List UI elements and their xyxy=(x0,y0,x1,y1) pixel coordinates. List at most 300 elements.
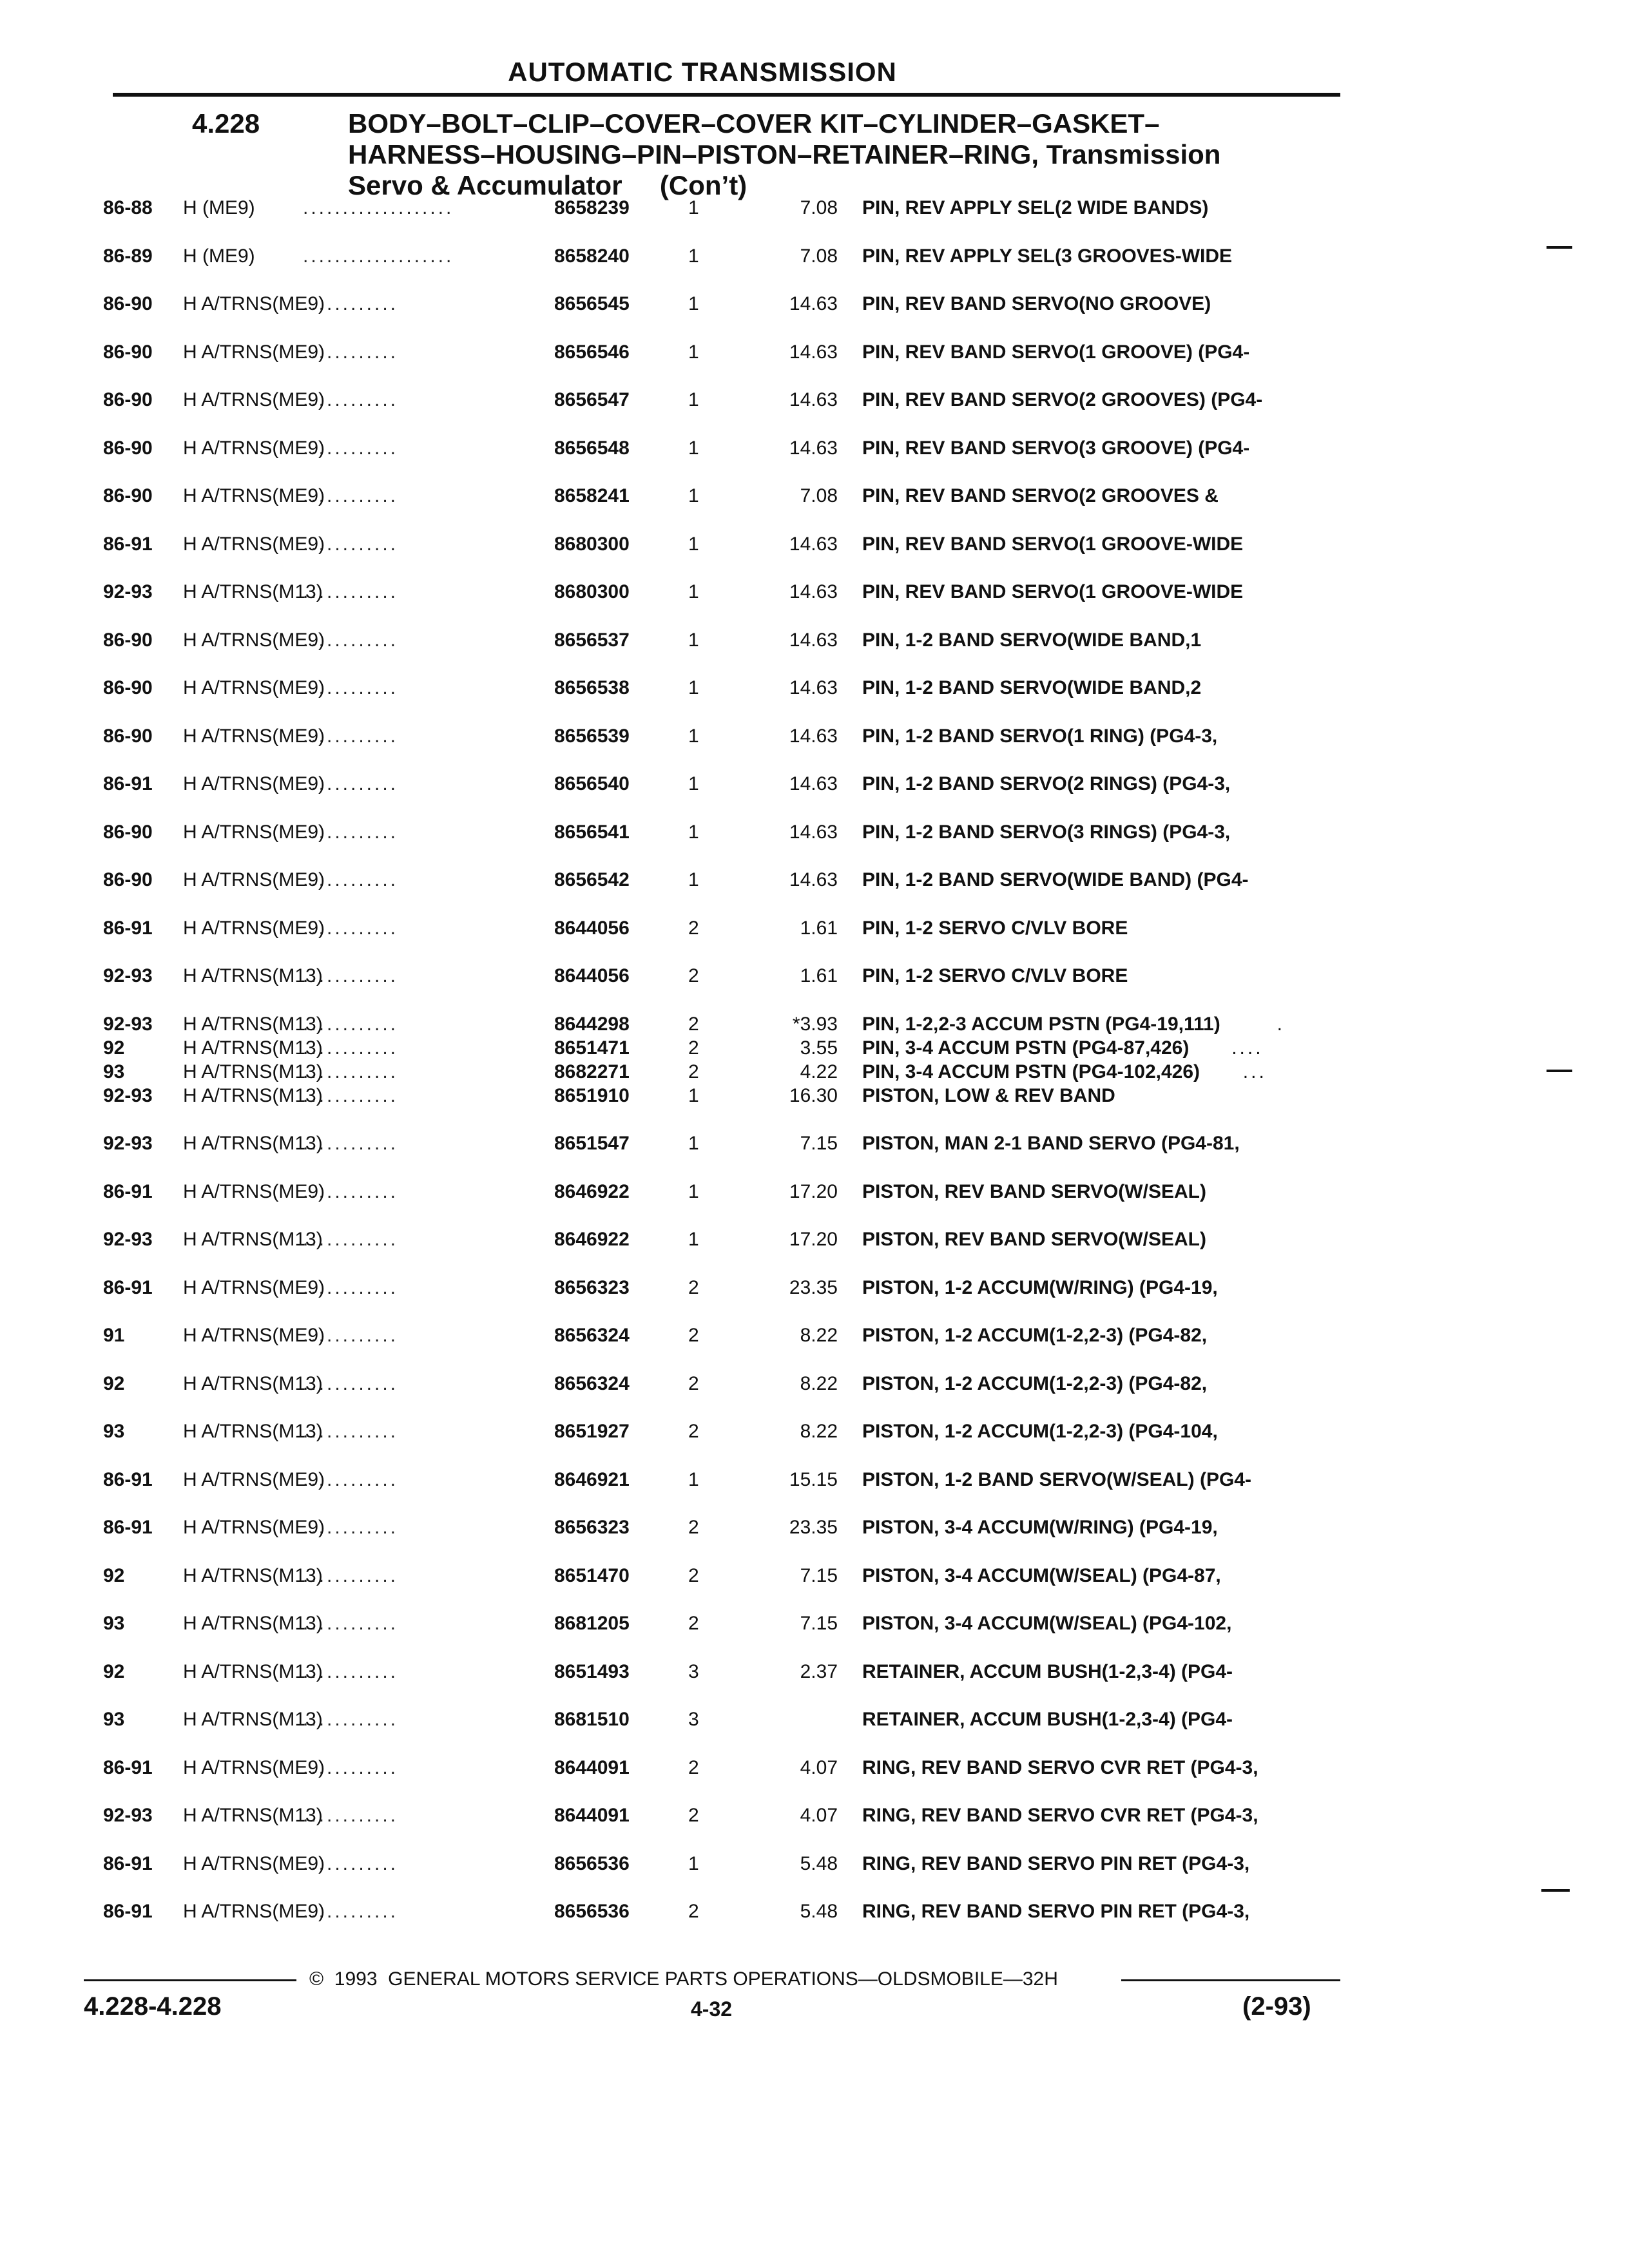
year-cell: 86-90 xyxy=(103,629,153,651)
description-line-1: PIN, REV BAND SERVO(3 GROOVE) (PG4- xyxy=(862,437,1250,459)
description-line-1: RING, REV BAND SERVO PIN RET (PG4-3, xyxy=(862,1901,1250,1922)
application-cell: H A/TRNS(ME9) xyxy=(183,1468,325,1490)
year-cell: 92 xyxy=(103,1037,125,1059)
description-line-1: PISTON, LOW & REV BAND xyxy=(862,1084,1115,1106)
description-line-1: PIN, REV BAND SERVO(1 GROOVE-WIDE xyxy=(862,581,1244,602)
description-line-1: PISTON, 1-2 BAND SERVO(W/SEAL) (PG4- xyxy=(862,1468,1251,1490)
price-cell: 14.63 xyxy=(789,869,838,890)
table-row xyxy=(0,726,1629,773)
description-line-1: PIN, REV BAND SERVO(1 GROOVE-WIDE xyxy=(862,533,1244,555)
part-number-cell: 8680300 xyxy=(554,581,630,602)
year-cell: 86-90 xyxy=(103,725,153,747)
description-line-1: RETAINER, ACCUM BUSH(1-2,3-4) (PG4- xyxy=(862,1709,1233,1730)
application-cell: H A/TRNS(M13) xyxy=(183,1037,323,1059)
description-line-1: PISTON, 1-2 ACCUM(1-2,2-3) (PG4-82, xyxy=(862,1372,1208,1394)
price-cell: 5.48 xyxy=(800,1852,838,1874)
year-cell: 86-91 xyxy=(103,1468,153,1490)
quantity-cell: 2 xyxy=(688,965,699,986)
part-number-cell: 8656324 xyxy=(554,1372,630,1394)
price-cell: 14.63 xyxy=(789,629,838,651)
application-cell: H A/TRNS(ME9) xyxy=(183,1901,325,1922)
description-line-1: RING, REV BAND SERVO PIN RET (PG4-3, xyxy=(862,1852,1250,1874)
part-number-cell: 8644056 xyxy=(554,917,630,939)
part-number-cell: 8656546 xyxy=(554,341,630,363)
price-cell: 7.15 xyxy=(800,1133,838,1154)
price-cell: 5.48 xyxy=(800,1901,838,1922)
description-line-1: PIN, 1-2 BAND SERVO(WIDE BAND) (PG4- xyxy=(862,869,1249,890)
price-cell: 14.63 xyxy=(789,581,838,602)
leader-dots: ............ xyxy=(303,1229,399,1250)
table-row xyxy=(0,1901,1629,1948)
quantity-cell: 1 xyxy=(688,485,699,506)
part-number-cell: 8681205 xyxy=(554,1613,630,1634)
quantity-cell: 1 xyxy=(688,437,699,459)
quantity-cell: 1 xyxy=(688,389,699,410)
section-title-line-1: BODY–BOLT–CLIP–COVER–COVER KIT–CYLINDER–GASKET– xyxy=(348,108,1160,139)
leader-dots: ............ xyxy=(303,773,399,794)
margin-mark xyxy=(1547,1070,1572,1072)
part-number-cell: 8658241 xyxy=(554,485,630,506)
table-row xyxy=(0,1517,1629,1564)
application-cell: H A/TRNS(ME9) xyxy=(183,725,325,747)
quantity-cell: 2 xyxy=(688,1325,699,1346)
quantity-cell: 2 xyxy=(688,1805,699,1826)
table-row xyxy=(0,1373,1629,1421)
quantity-cell: 1 xyxy=(688,869,699,890)
year-cell: 86-90 xyxy=(103,389,153,410)
description-line-1: PIN, 1-2 BAND SERVO(WIDE BAND,2 xyxy=(862,677,1202,698)
price-cell: 2.37 xyxy=(800,1660,838,1682)
price-cell: 15.15 xyxy=(789,1468,838,1490)
year-cell: 86-88 xyxy=(103,197,153,218)
leader-dots: ............ xyxy=(303,1276,399,1298)
table-row xyxy=(0,1661,1629,1709)
application-cell: H A/TRNS(ME9) xyxy=(183,1517,325,1538)
price-cell: 23.35 xyxy=(789,1276,838,1298)
price-cell: 7.15 xyxy=(800,1564,838,1586)
year-cell: 86-89 xyxy=(103,245,153,267)
quantity-cell: 1 xyxy=(688,1084,699,1106)
table-row xyxy=(0,533,1629,581)
price-cell: *3.93 xyxy=(792,1013,838,1035)
leader-dots: ............ xyxy=(303,1468,399,1490)
price-cell: 8.22 xyxy=(800,1421,838,1442)
part-number-cell: 8656545 xyxy=(554,293,630,314)
table-row xyxy=(0,293,1629,341)
table-row xyxy=(0,1469,1629,1517)
year-cell: 92-93 xyxy=(103,581,153,602)
quantity-cell: 2 xyxy=(688,1421,699,1442)
quantity-cell: 2 xyxy=(688,1901,699,1922)
price-cell: 14.63 xyxy=(789,533,838,555)
part-number-cell: 8644298 xyxy=(554,1013,630,1035)
quantity-cell: 1 xyxy=(688,293,699,314)
table-row xyxy=(0,918,1629,965)
price-cell: 14.63 xyxy=(789,821,838,843)
description-line-1: PIN, REV APPLY SEL(2 WIDE BANDS) xyxy=(862,197,1209,218)
description-line-1: PIN, REV BAND SERVO(2 GROOVES) (PG4- xyxy=(862,389,1263,410)
table-row xyxy=(0,1133,1629,1180)
price-cell: 14.63 xyxy=(789,437,838,459)
quantity-cell: 2 xyxy=(688,917,699,939)
application-cell: H A/TRNS(ME9) xyxy=(183,821,325,843)
price-cell: 23.35 xyxy=(789,1517,838,1538)
part-number-cell: 8651927 xyxy=(554,1421,630,1442)
leader-dots: ............ xyxy=(303,581,399,602)
footer-rule-left xyxy=(84,1979,296,1981)
description-line-1: PIN, 1-2 BAND SERVO(2 RINGS) (PG4-3, xyxy=(862,773,1231,794)
leader-dots: ............ xyxy=(303,725,399,747)
table-row xyxy=(0,389,1629,437)
quantity-cell: 3 xyxy=(688,1709,699,1730)
part-number-cell: 8656547 xyxy=(554,389,630,410)
price-cell: 7.08 xyxy=(800,485,838,506)
year-cell: 93 xyxy=(103,1421,125,1442)
description-line-1: PIN, 1-2 BAND SERVO(1 RING) (PG4-3, xyxy=(862,725,1218,747)
part-number-cell: 8644091 xyxy=(554,1805,630,1826)
application-cell: H A/TRNS(ME9) xyxy=(183,533,325,555)
table-row xyxy=(0,1853,1629,1901)
application-cell: H A/TRNS(ME9) xyxy=(183,629,325,651)
leader-dots: ............ xyxy=(303,389,399,410)
table-row xyxy=(0,965,1629,1013)
quantity-cell: 1 xyxy=(688,1180,699,1202)
leader-dots: ............ xyxy=(303,1013,399,1035)
year-cell: 92-93 xyxy=(103,965,153,986)
application-cell: H A/TRNS(ME9) xyxy=(183,773,325,794)
year-cell: 86-91 xyxy=(103,533,153,555)
part-number-cell: 8656537 xyxy=(554,629,630,651)
price-cell: 1.61 xyxy=(800,965,838,986)
quantity-cell: 1 xyxy=(688,1133,699,1154)
part-number-cell: 8651547 xyxy=(554,1133,630,1154)
table-row xyxy=(0,629,1629,677)
table-row xyxy=(0,1421,1629,1468)
footer-copyright: © 1993 GENERAL MOTORS SERVICE PARTS OPERATIONS—OLDSMOBILE—32H xyxy=(309,1968,1058,1990)
quantity-cell: 3 xyxy=(688,1660,699,1682)
part-number-cell: 8656536 xyxy=(554,1901,630,1922)
leader-dots: ............ xyxy=(303,533,399,555)
leader-dots: ............ xyxy=(303,629,399,651)
application-cell: H A/TRNS(M13) xyxy=(183,965,323,986)
part-number-cell: 8681510 xyxy=(554,1709,630,1730)
part-number-cell: 8644056 xyxy=(554,965,630,986)
description-line-1: PIN, REV BAND SERVO(1 GROOVE) (PG4- xyxy=(862,341,1250,363)
year-cell: 86-91 xyxy=(103,1180,153,1202)
leader-dots: ............ xyxy=(303,1037,399,1059)
price-cell: 7.08 xyxy=(800,245,838,267)
year-cell: 92-93 xyxy=(103,1084,153,1106)
table-row xyxy=(0,677,1629,725)
description-leader-dots: ... xyxy=(1242,1061,1267,1082)
description-line-1: PISTON, MAN 2-1 BAND SERVO (PG4-81, xyxy=(862,1133,1240,1154)
leader-dots: ............ xyxy=(303,1756,399,1778)
year-cell: 86-90 xyxy=(103,821,153,843)
leader-dots: ................... xyxy=(303,197,454,218)
quantity-cell: 2 xyxy=(688,1037,699,1059)
table-row xyxy=(0,1277,1629,1325)
year-cell: 86-91 xyxy=(103,773,153,794)
application-cell: H A/TRNS(M13) xyxy=(183,1133,323,1154)
description-leader-dots: . xyxy=(1277,1013,1285,1035)
leader-dots: ............ xyxy=(303,1852,399,1874)
part-number-cell: 8646922 xyxy=(554,1180,630,1202)
part-number-cell: 8651470 xyxy=(554,1564,630,1586)
price-cell: 7.15 xyxy=(800,1613,838,1634)
quantity-cell: 1 xyxy=(688,773,699,794)
application-cell: H A/TRNS(M13) xyxy=(183,1660,323,1682)
leader-dots: ............ xyxy=(303,677,399,698)
application-cell: H A/TRNS(ME9) xyxy=(183,917,325,939)
price-cell: 14.63 xyxy=(789,677,838,698)
year-cell: 93 xyxy=(103,1613,125,1634)
table-row xyxy=(0,1565,1629,1613)
leader-dots: ............ xyxy=(303,1372,399,1394)
application-cell: H (ME9) xyxy=(183,197,255,218)
year-cell: 93 xyxy=(103,1709,125,1730)
year-cell: 86-91 xyxy=(103,917,153,939)
description-line-1: PISTON, 1-2 ACCUM(1-2,2-3) (PG4-82, xyxy=(862,1325,1208,1346)
application-cell: H A/TRNS(ME9) xyxy=(183,1180,325,1202)
table-row xyxy=(0,1181,1629,1229)
margin-mark xyxy=(1547,246,1572,249)
quantity-cell: 1 xyxy=(688,533,699,555)
quantity-cell: 1 xyxy=(688,341,699,363)
quantity-cell: 2 xyxy=(688,1613,699,1634)
leader-dots: ............ xyxy=(303,1564,399,1586)
part-number-cell: 8656542 xyxy=(554,869,630,890)
price-cell: 17.20 xyxy=(789,1229,838,1250)
leader-dots: ............ xyxy=(303,437,399,459)
quantity-cell: 2 xyxy=(688,1564,699,1586)
footer-rule-right xyxy=(1121,1979,1340,1981)
quantity-cell: 1 xyxy=(688,1852,699,1874)
part-number-cell: 8644091 xyxy=(554,1756,630,1778)
description-line-1: PIN, 1-2 SERVO C/VLV BORE xyxy=(862,965,1128,986)
application-cell: H A/TRNS(ME9) xyxy=(183,341,325,363)
part-number-cell: 8656548 xyxy=(554,437,630,459)
year-cell: 86-91 xyxy=(103,1517,153,1538)
application-cell: H A/TRNS(ME9) xyxy=(183,389,325,410)
table-row xyxy=(0,581,1629,629)
part-number-cell: 8682271 xyxy=(554,1061,630,1082)
quantity-cell: 1 xyxy=(688,197,699,218)
description-line-1: PIN, 3-4 ACCUM PSTN (PG4-102,426) xyxy=(862,1061,1200,1082)
price-cell: 4.07 xyxy=(800,1805,838,1826)
year-cell: 92-93 xyxy=(103,1013,153,1035)
price-cell: 8.22 xyxy=(800,1372,838,1394)
table-row xyxy=(0,1709,1629,1756)
margin-mark xyxy=(1541,1889,1570,1892)
year-cell: 86-90 xyxy=(103,677,153,698)
description-line-1: RING, REV BAND SERVO CVR RET (PG4-3, xyxy=(862,1756,1258,1778)
year-cell: 86-90 xyxy=(103,485,153,506)
leader-dots: ............ xyxy=(303,1421,399,1442)
price-cell: 4.22 xyxy=(800,1061,838,1082)
quantity-cell: 1 xyxy=(688,245,699,267)
year-cell: 86-90 xyxy=(103,869,153,890)
year-cell: 92-93 xyxy=(103,1229,153,1250)
leader-dots: ............ xyxy=(303,1613,399,1634)
quantity-cell: 1 xyxy=(688,821,699,843)
price-cell: 14.63 xyxy=(789,341,838,363)
description-line-1: PIN, 1-2 BAND SERVO(WIDE BAND,1 xyxy=(862,629,1202,651)
price-cell: 14.63 xyxy=(789,725,838,747)
quantity-cell: 2 xyxy=(688,1372,699,1394)
year-cell: 92-93 xyxy=(103,1805,153,1826)
application-cell: H (ME9) xyxy=(183,245,255,267)
application-cell: H A/TRNS(M13) xyxy=(183,1421,323,1442)
application-cell: H A/TRNS(M13) xyxy=(183,581,323,602)
part-number-cell: 8656538 xyxy=(554,677,630,698)
quantity-cell: 1 xyxy=(688,1229,699,1250)
application-cell: H A/TRNS(ME9) xyxy=(183,437,325,459)
leader-dots: ............ xyxy=(303,1180,399,1202)
description-line-1: PISTON, 1-2 ACCUM(1-2,2-3) (PG4-104, xyxy=(862,1421,1218,1442)
leader-dots: ............ xyxy=(303,1325,399,1346)
quantity-cell: 2 xyxy=(688,1061,699,1082)
quantity-cell: 2 xyxy=(688,1013,699,1035)
application-cell: H A/TRNS(ME9) xyxy=(183,485,325,506)
application-cell: H A/TRNS(M13) xyxy=(183,1229,323,1250)
part-number-cell: 8656539 xyxy=(554,725,630,747)
table-row xyxy=(0,437,1629,485)
price-cell: 3.55 xyxy=(800,1037,838,1059)
table-row xyxy=(0,1085,1629,1133)
part-number-cell: 8680300 xyxy=(554,533,630,555)
description-line-1: PIN, REV APPLY SEL(3 GROOVES-WIDE xyxy=(862,245,1233,267)
leader-dots: ............ xyxy=(303,1709,399,1730)
application-cell: H A/TRNS(ME9) xyxy=(183,869,325,890)
price-cell: 14.63 xyxy=(789,389,838,410)
quantity-cell: 1 xyxy=(688,725,699,747)
part-number-cell: 8656323 xyxy=(554,1276,630,1298)
application-cell: H A/TRNS(ME9) xyxy=(183,293,325,314)
application-cell: H A/TRNS(M13) xyxy=(183,1709,323,1730)
application-cell: H A/TRNS(ME9) xyxy=(183,1756,325,1778)
description-line-1: PISTON, REV BAND SERVO(W/SEAL) xyxy=(862,1180,1206,1202)
application-cell: H A/TRNS(M13) xyxy=(183,1061,323,1082)
leader-dots: ............ xyxy=(303,965,399,986)
description-line-1: PISTON, 3-4 ACCUM(W/SEAL) (PG4-87, xyxy=(862,1564,1221,1586)
table-row xyxy=(0,245,1629,293)
application-cell: H A/TRNS(ME9) xyxy=(183,1852,325,1874)
part-number-cell: 8651493 xyxy=(554,1660,630,1682)
part-number-cell: 8646922 xyxy=(554,1229,630,1250)
year-cell: 92 xyxy=(103,1564,125,1586)
price-cell: 4.07 xyxy=(800,1756,838,1778)
part-number-cell: 8656323 xyxy=(554,1517,630,1538)
leader-dots: ............ xyxy=(303,1517,399,1538)
table-row xyxy=(0,485,1629,533)
leader-dots: ............ xyxy=(303,1901,399,1922)
leader-dots: ............ xyxy=(303,1061,399,1082)
leader-dots: ................... xyxy=(303,245,454,267)
leader-dots: ............ xyxy=(303,1660,399,1682)
section-title-line-3: Servo & Accumulator (Con’t) xyxy=(348,170,747,200)
year-cell: 93 xyxy=(103,1061,125,1082)
price-cell: 14.63 xyxy=(789,773,838,794)
table-row xyxy=(0,869,1629,917)
table-row xyxy=(0,1325,1629,1372)
application-cell: H A/TRNS(M13) xyxy=(183,1613,323,1634)
quantity-cell: 2 xyxy=(688,1756,699,1778)
year-cell: 86-90 xyxy=(103,293,153,314)
year-cell: 86-90 xyxy=(103,341,153,363)
part-number-cell: 8646921 xyxy=(554,1468,630,1490)
price-cell: 14.63 xyxy=(789,293,838,314)
part-number-cell: 8651910 xyxy=(554,1084,630,1106)
leader-dots: ............ xyxy=(303,917,399,939)
section-title-line-2: HARNESS–HOUSING–PIN–PISTON–RETAINER–RING, Transmission xyxy=(348,139,1221,169)
year-cell: 91 xyxy=(103,1325,125,1346)
application-cell: H A/TRNS(ME9) xyxy=(183,1276,325,1298)
table-row xyxy=(0,1757,1629,1805)
price-cell: 1.61 xyxy=(800,917,838,939)
section-number: 4.228 xyxy=(192,108,260,139)
description-line-1: RING, REV BAND SERVO CVR RET (PG4-3, xyxy=(862,1805,1258,1826)
leader-dots: ............ xyxy=(303,1084,399,1106)
year-cell: 86-91 xyxy=(103,1852,153,1874)
quantity-cell: 1 xyxy=(688,1468,699,1490)
description-line-1: PIN, 1-2,2-3 ACCUM PSTN (PG4-19,111) xyxy=(862,1013,1220,1035)
part-number-cell: 8656541 xyxy=(554,821,630,843)
application-cell: H A/TRNS(M13) xyxy=(183,1372,323,1394)
table-row xyxy=(0,1805,1629,1852)
table-row xyxy=(0,1613,1629,1660)
leader-dots: ............ xyxy=(303,869,399,890)
table-row xyxy=(0,341,1629,389)
leader-dots: ............ xyxy=(303,485,399,506)
part-number-cell: 8651471 xyxy=(554,1037,630,1059)
leader-dots: ............ xyxy=(303,293,399,314)
price-cell: 8.22 xyxy=(800,1325,838,1346)
application-cell: H A/TRNS(M13) xyxy=(183,1805,323,1826)
footer-page-number: 4-32 xyxy=(691,1997,733,2021)
part-number-cell: 8658239 xyxy=(554,197,630,218)
part-number-cell: 8656540 xyxy=(554,773,630,794)
description-line-1: RETAINER, ACCUM BUSH(1-2,3-4) (PG4- xyxy=(862,1660,1233,1682)
page-header-title: AUTOMATIC TRANSMISSION xyxy=(508,57,897,87)
year-cell: 92-93 xyxy=(103,1133,153,1154)
quantity-cell: 1 xyxy=(688,677,699,698)
footer-date-code: (2-93) xyxy=(1242,1992,1311,2021)
table-row xyxy=(0,822,1629,869)
description-line-1: PIN, REV BAND SERVO(2 GROOVES & xyxy=(862,485,1219,506)
quantity-cell: 1 xyxy=(688,629,699,651)
table-row xyxy=(0,197,1629,245)
application-cell: H A/TRNS(ME9) xyxy=(183,1325,325,1346)
quantity-cell: 2 xyxy=(688,1517,699,1538)
price-cell: 16.30 xyxy=(789,1084,838,1106)
description-line-1: PISTON, 1-2 ACCUM(W/RING) (PG4-19, xyxy=(862,1276,1218,1298)
description-line-1: PIN, REV BAND SERVO(NO GROOVE) xyxy=(862,293,1211,314)
year-cell: 86-90 xyxy=(103,437,153,459)
part-number-cell: 8658240 xyxy=(554,245,630,267)
quantity-cell: 1 xyxy=(688,581,699,602)
description-line-1: PIN, 3-4 ACCUM PSTN (PG4-87,426) xyxy=(862,1037,1190,1059)
leader-dots: ............ xyxy=(303,341,399,363)
description-line-1: PISTON, 3-4 ACCUM(W/SEAL) (PG4-102, xyxy=(862,1613,1232,1634)
leader-dots: ............ xyxy=(303,1133,399,1154)
application-cell: H A/TRNS(M13) xyxy=(183,1564,323,1586)
leader-dots: ............ xyxy=(303,1805,399,1826)
quantity-cell: 2 xyxy=(688,1276,699,1298)
price-cell: 17.20 xyxy=(789,1180,838,1202)
part-number-cell: 8656536 xyxy=(554,1852,630,1874)
description-line-1: PISTON, REV BAND SERVO(W/SEAL) xyxy=(862,1229,1206,1250)
description-leader-dots: .... xyxy=(1231,1037,1264,1059)
